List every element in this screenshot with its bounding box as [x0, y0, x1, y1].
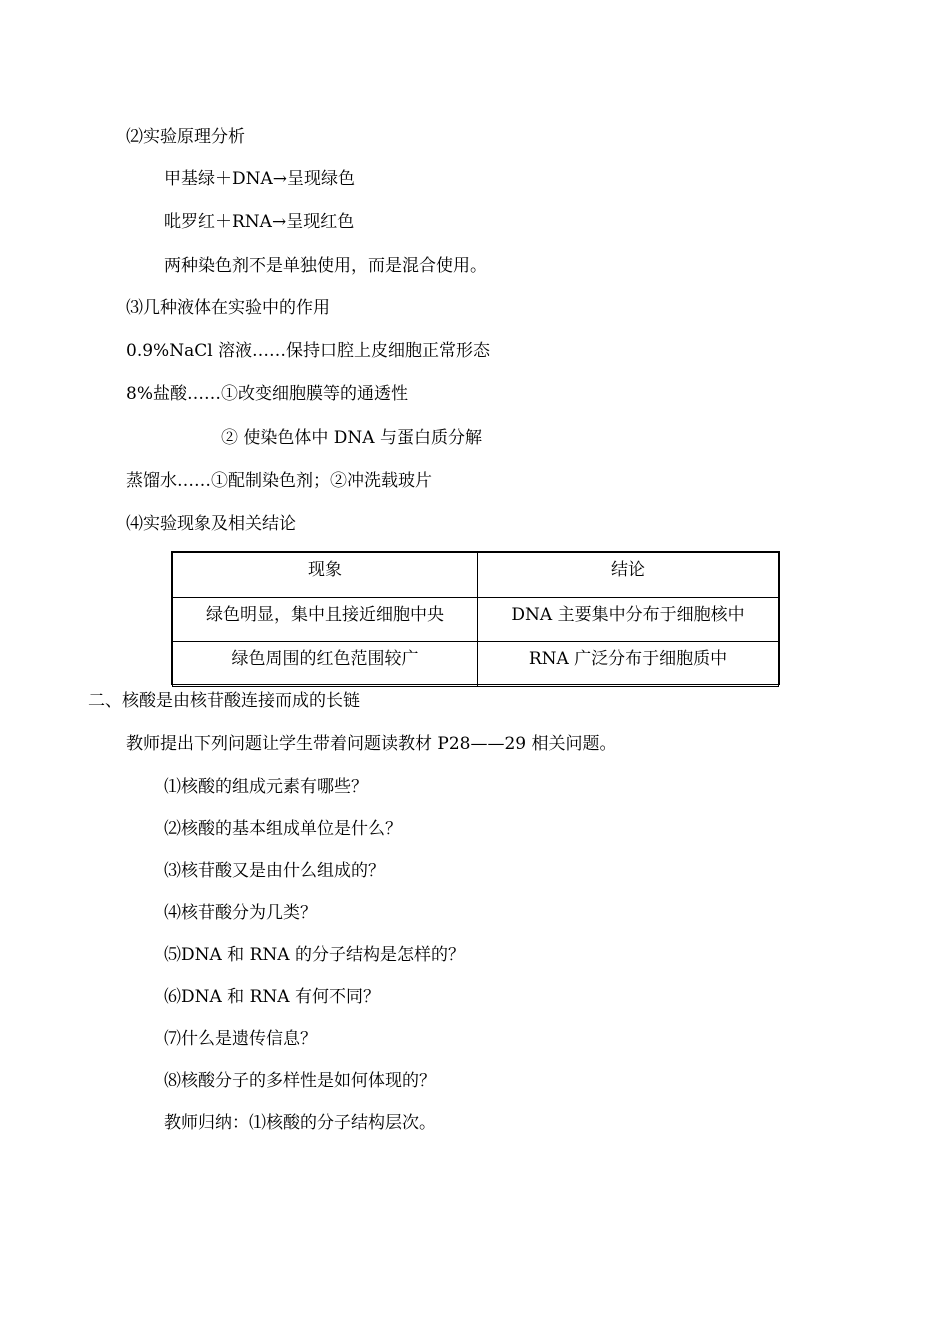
- table-header-conclusion: 结论: [478, 553, 779, 598]
- question-item: ⑵核酸的基本组成单位是什么？: [164, 819, 402, 839]
- liquids-nacl: 0.9%NaCl 溶液……保持口腔上皮细胞正常形态: [126, 341, 491, 361]
- section-two-intro: 教师提出下列问题让学生带着问题读教材 P28——29 相关问题。: [126, 734, 617, 754]
- results-heading: ⑷实验现象及相关结论: [126, 514, 296, 534]
- table-header-row: [173, 553, 779, 598]
- question-item: ⑸DNA 和 RNA 的分子结构是怎样的？: [164, 945, 465, 965]
- section-two-heading: 二、核酸是由核苷酸连接而成的长链: [88, 691, 360, 711]
- liquids-heading: ⑶几种液体在实验中的作用: [126, 298, 330, 318]
- question-item: ⑷核苷酸分为几类？: [164, 903, 317, 923]
- table-header-phenomenon: 现象: [173, 553, 478, 598]
- question-item: ⑻核酸分子的多样性是如何体现的？: [164, 1071, 436, 1091]
- table-cell: 绿色明显，集中且接近细胞中央: [173, 598, 478, 642]
- question-item: ⑶核苷酸又是由什么组成的？: [164, 861, 385, 881]
- liquids-hcl-second: ② 使染色体中 DNA 与蛋白质分解: [221, 428, 482, 448]
- principle-line-methyl-green: 甲基绿＋DNA→呈现绿色: [164, 169, 356, 189]
- principle-line-mixed: 两种染色剂不是单独使用，而是混合使用。: [164, 256, 487, 276]
- liquids-water: 蒸馏水……①配制染色剂；②冲洗载玻片: [126, 471, 432, 491]
- teacher-summary: 教师归纳：⑴核酸的分子结构层次。: [164, 1113, 436, 1133]
- principle-line-pyronin: 吡罗红＋RNA→呈现红色: [164, 212, 355, 232]
- table-row: [173, 642, 779, 687]
- results-table: [171, 551, 780, 685]
- table-cell: 绿色周围的红色范围较广: [173, 642, 478, 687]
- table-cell: DNA 主要集中分布于细胞核中: [478, 598, 779, 642]
- question-item: ⑹DNA 和 RNA 有何不同？: [164, 987, 380, 1007]
- liquids-hcl: 8%盐酸……①改变细胞膜等的通透性: [126, 384, 408, 404]
- question-item: ⑺什么是遗传信息？: [164, 1029, 317, 1049]
- table-cell: RNA 广泛分布于细胞质中: [478, 642, 779, 687]
- question-item: ⑴核酸的组成元素有哪些？: [164, 777, 368, 797]
- table-row: [173, 598, 779, 642]
- principle-heading: ⑵实验原理分析: [126, 127, 245, 147]
